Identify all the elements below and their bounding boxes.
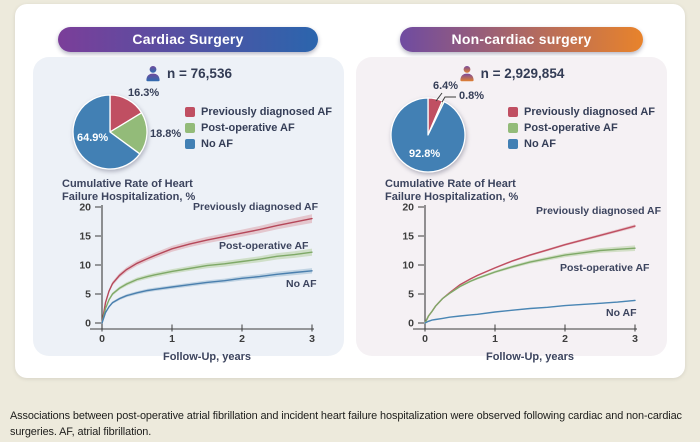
postop-af-swatch	[185, 123, 195, 133]
prev-af-swatch	[508, 107, 518, 117]
non-cardiac-legend	[508, 106, 655, 150]
postop-af-swatch	[508, 123, 518, 133]
cardiac-xaxis-label: Follow-Up, years	[162, 351, 252, 363]
cardiac-legend	[185, 106, 332, 150]
non-cardiac-surgery-title-pill: Non-cardiac surgery	[400, 27, 643, 52]
no-af-swatch	[185, 139, 195, 149]
cardiac-pie-label-prev-af: 16.3%	[128, 87, 160, 99]
cardiac-curve-label-postop-af: Post-operative AF	[219, 240, 309, 252]
svg-text:0: 0	[422, 333, 428, 345]
no-af-legend-label: No AF	[524, 138, 556, 150]
svg-text:15: 15	[402, 230, 414, 243]
figure-card	[15, 4, 685, 378]
person-icon	[459, 65, 475, 82]
prev-af-legend-label: Previously diagnosed AF	[524, 106, 656, 118]
svg-text:2: 2	[239, 333, 245, 345]
yaxis-title-line1: Cumulative Rate of Heart	[385, 178, 516, 190]
svg-text:10: 10	[402, 259, 414, 272]
non-cardiac-curve-label-postop-af: Post-operative AF	[560, 262, 650, 274]
svg-text:20: 20	[79, 201, 91, 214]
non-cardiac-cohort-row	[356, 65, 667, 82]
svg-text:5: 5	[408, 288, 414, 301]
cardiac-pie-label-postop-af: 18.8%	[150, 128, 182, 140]
non-cardiac-pie-label-no-af: 92.8%	[409, 148, 441, 160]
legend-row-postop-af	[185, 122, 332, 134]
cardiac-surgery-title-pill: Cardiac Surgery	[58, 27, 318, 52]
legend-row-no-af	[185, 138, 332, 150]
legend-row-prev-af	[508, 106, 655, 118]
svg-text:15: 15	[79, 230, 91, 243]
legend-row-postop-af	[508, 122, 655, 134]
yaxis-title-line2: Failure Hospitalization, %	[62, 190, 196, 203]
no-af-legend-label: No AF	[201, 138, 233, 150]
cardiac-pie-label-no-af: 64.9%	[77, 132, 109, 144]
cardiac-cohort-size: n = 76,536	[167, 66, 232, 81]
non-cardiac-curve-label-prev-af: Previously diagnosed AF	[536, 205, 662, 217]
postop-af-legend-label: Post-operative AF	[524, 122, 618, 134]
prev-af-swatch	[185, 107, 195, 117]
cardiac-curve-label-prev-af: Previously diagnosed AF	[193, 201, 319, 213]
yaxis-title-line1: Cumulative Rate of Heart	[62, 178, 193, 190]
cardiac-panel	[33, 57, 344, 363]
svg-text:0: 0	[85, 317, 91, 330]
svg-text:1: 1	[169, 333, 175, 345]
svg-text:3: 3	[632, 333, 638, 345]
non-cardiac-line-chart	[363, 200, 663, 360]
non-cardiac-panel	[356, 57, 667, 363]
svg-text:5: 5	[85, 288, 91, 301]
postop-af-legend-label: Post-operative AF	[201, 122, 295, 134]
no-af-swatch	[508, 139, 518, 149]
yaxis-title-line2: Failure Hospitalization, %	[385, 190, 519, 203]
legend-row-prev-af	[185, 106, 332, 118]
legend-row-no-af	[508, 138, 655, 150]
svg-text:0: 0	[408, 317, 414, 330]
figure-caption: Associations between post-operative atrial fibrillation and incident heart failure hospitalization were observed following cardiac and non-cardiac surgeries. AF, atrial fibrillation.	[10, 409, 682, 439]
non-cardiac-cohort-size: n = 2,929,854	[480, 66, 565, 81]
svg-text:10: 10	[79, 259, 91, 272]
cardiac-cohort-row	[33, 65, 344, 82]
non-cardiac-pie-chart	[383, 90, 473, 180]
svg-text:20: 20	[402, 201, 414, 214]
non-cardiac-curve-label-no-af: No AF	[606, 307, 637, 319]
svg-text:1: 1	[492, 333, 498, 345]
cardiac-curve-label-no-af: No AF	[286, 278, 317, 290]
svg-text:0: 0	[99, 333, 105, 345]
svg-text:2: 2	[562, 333, 568, 345]
person-icon	[145, 65, 161, 82]
non-cardiac-pie-label-postop-af: 0.8%	[459, 90, 485, 102]
prev-af-legend-label: Previously diagnosed AF	[201, 106, 333, 118]
non-cardiac-xaxis-label: Follow-Up, years	[485, 351, 575, 363]
non-cardiac-pie-label-prev-af: 6.4%	[433, 80, 459, 92]
svg-text:3: 3	[309, 333, 315, 345]
